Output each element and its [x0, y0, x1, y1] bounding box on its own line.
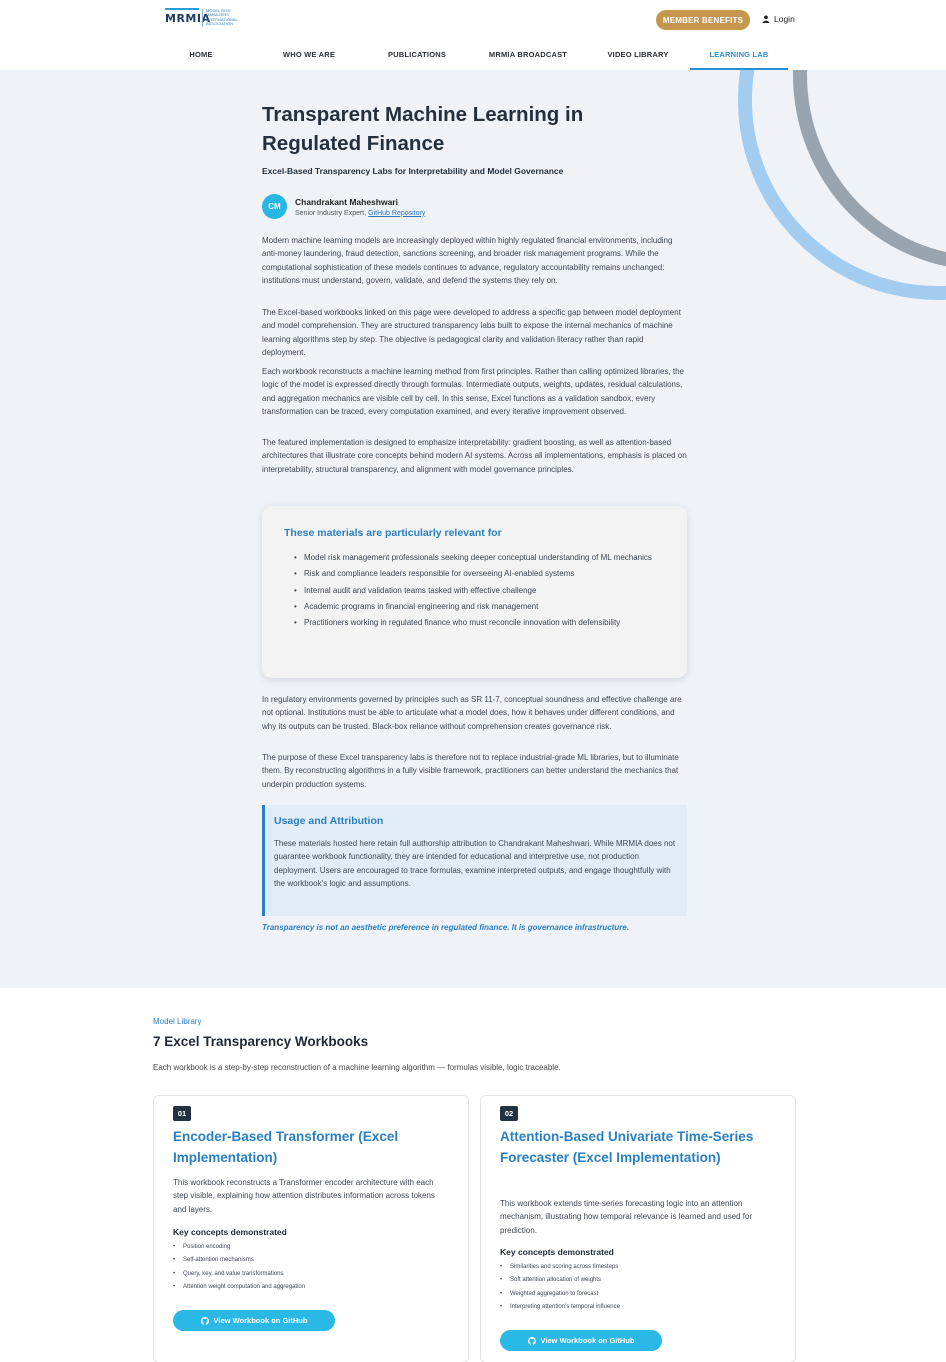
list-item: • Risk and compliance leaders responsible for overseeing AI-enabled systems — [294, 567, 665, 580]
page-subtitle: Excel-Based Transparency Labs for Interpretability and Model Governance — [262, 166, 564, 176]
logo-text: MODEL RISK MANAGERS' INTERNATIONAL ASSOCIATION — [202, 9, 238, 27]
concepts-list — [500, 1261, 620, 1314]
list-item: • Model risk management professionals seeking deeper conceptual understanding of ML mechanics — [294, 551, 665, 564]
section-title: 7 Excel Transparency Workbooks — [153, 1034, 369, 1049]
workbook-card — [153, 1095, 469, 1362]
github-icon — [201, 1317, 209, 1325]
card-concepts-heading: Key concepts demonstrated — [500, 1247, 614, 1257]
nav-publications[interactable]: PUBLICATIONS — [387, 50, 447, 59]
nav-mrmia-broadcast[interactable]: MRMIA BROADCAST — [488, 50, 568, 59]
author-info — [295, 197, 425, 217]
author-name: Chandrakant Maheshwari — [295, 196, 398, 207]
card-number-badge: 01 — [173, 1106, 191, 1121]
usage-text: These materials hosted here retain full authorship attribution to Chandrakant Maheshwari. While MRMIA does not guarantee workbook functionality, they are intended for educational and interpretive use, not production deployment. Users are encouraged to trace formulas, examine interpreted outputs, and engage thoughtfully with the workbook’s logic and assumptions. — [274, 839, 676, 888]
list-item: • Attention weight computation and aggregation — [173, 1281, 305, 1294]
user-icon — [762, 15, 770, 23]
list-item: • Practitioners working in regulated finance who must reconcile innovation with defensibility — [294, 616, 665, 629]
view-workbook-button[interactable] — [173, 1310, 335, 1331]
view-workbook-button[interactable] — [500, 1330, 662, 1351]
article-section — [0, 70, 946, 988]
login-link[interactable] — [762, 14, 795, 24]
list-item: • Query, key, and value transformations — [173, 1268, 305, 1281]
closing-quote: Transparency is not an aesthetic preference in regulated finance. It is governance infrastructure. — [262, 923, 630, 932]
nav-learning-lab[interactable]: LEARNING LAB — [690, 43, 788, 70]
relevance-list — [294, 551, 665, 629]
article-paragraph: Each workbook reconstructs a machine learning method from first principles. Rather than calling optimized libraries, the logic of the model is expressed directly through formulas. Intermediate outputs, weights, updates, residual calculations, and aggregation mechanics are visible cell by cell. In this sense, Excel functions as a validation sandbox, every transformation can be traced, every computation examined, and every iterative improvement observed. — [262, 367, 684, 416]
article-paragraph: In regulatory environments governed by principles such as SR 11-7, conceptual soundness and effective challenge are not optional. Institutions must be able to articulate what a model does, how it behaves under different conditions, and why its outputs can be trusted. Black-box reliance without comprehension creates governance risk. — [262, 695, 682, 731]
relevance-callout — [262, 506, 687, 678]
list-item: • Academic programs in financial engineering and risk management — [294, 600, 665, 613]
list-item: • Self-attention mechanisms — [173, 1254, 305, 1267]
list-item: • Weighted aggregation to forecast — [500, 1288, 620, 1301]
workbook-card — [480, 1095, 796, 1362]
author-title: Senior Industry Expert, — [295, 209, 367, 217]
card-title[interactable]: Encoder-Based Transformer (Excel Implementation) — [173, 1129, 399, 1165]
list-item: • Internal audit and validation teams tasked with effective challenge — [294, 584, 665, 597]
card-title[interactable]: Attention-Based Univariate Time-Series Forecaster (Excel Implementation) — [500, 1129, 754, 1165]
article-paragraph: Modern machine learning models are increasingly deployed within highly regulated financial environments, including anti-money laundering, fraud detection, sanctions screening, and broader risk management programs. While the computational sophistication of these models continues to advance, regulatory accountability remains unchanged: institutions must understand, govern, validate, and defend the systems they rely on. — [262, 236, 673, 285]
button-label: View Workbook on GitHub — [213, 1316, 308, 1325]
mrmia-logo[interactable] — [165, 8, 238, 27]
github-icon — [528, 1337, 536, 1345]
list-item: • Interpreting attention’s temporal influence — [500, 1301, 620, 1314]
main-nav — [148, 43, 798, 70]
list-item: • Position encoding — [173, 1241, 305, 1254]
concepts-list — [173, 1241, 305, 1294]
card-description: This workbook reconstructs a Transformer encoder architecture with each step visible, explaining how attention distributes information across tokens and layers. — [173, 1178, 435, 1214]
nav-who-we-are[interactable]: WHO WE ARE — [282, 50, 336, 59]
article-paragraph: The Excel-based workbooks linked on this page were developed to address a specific gap between model deployment and model comprehension. They are structured transparency labs built to expose the internal mechanics of machine learning algorithms step by step. The objective is pedagogical clarity and validation literacy rather than rapid deployment. — [262, 308, 681, 357]
logo-mark: MRMIA — [165, 8, 199, 27]
usage-title: Usage and Attribution — [274, 815, 384, 827]
card-description: This workbook extends time-series forecasting logic into an attention mechanism, illustrating how temporal relevance is learned and used for prediction. — [500, 1199, 753, 1235]
section-eyebrow: Model Library — [153, 1017, 202, 1026]
usage-attribution-box — [262, 805, 687, 916]
avatar: CM — [262, 194, 287, 219]
list-item: • Soft attention allocation of weights — [500, 1274, 620, 1287]
nav-video-library[interactable]: VIDEO LIBRARY — [607, 50, 669, 59]
login-label: Login — [774, 14, 795, 24]
nav-home[interactable]: HOME — [189, 50, 213, 59]
list-item: • Similarities and scoring across timesteps — [500, 1261, 620, 1274]
author-block — [262, 194, 425, 219]
article-paragraph: The purpose of these Excel transparency labs is therefore not to replace industrial-grade ML libraries, but to illuminate them. By reconstructing algorithms in a fully visible framework, practitioners can better understand the mechanics that underpin production systems. — [262, 753, 679, 789]
site-header — [0, 0, 946, 70]
callout-title: These materials are particularly relevant for — [284, 527, 502, 539]
card-number-badge: 02 — [500, 1106, 518, 1121]
section-description: Each workbook is a step-by-step reconstruction of a machine learning algorithm — formulas visible, logic traceable. — [153, 1063, 561, 1072]
article-paragraph: The featured implementation is designed to emphasize interpretability: gradient boosting, as well as attention-based architectures that illustrate core concepts behind modern AI systems. Across all implementations, emphasis is placed on interpretability, structural transparency, and alignment with model governance principles. — [262, 438, 687, 474]
page-title: Transparent Machine Learning in Regulated Finance — [262, 103, 584, 155]
github-repository-link[interactable]: GitHub Repository — [368, 209, 426, 217]
button-label: View Workbook on GitHub — [540, 1336, 635, 1345]
card-concepts-heading: Key concepts demonstrated — [173, 1227, 287, 1237]
member-benefits-button[interactable]: MEMBER BENEFITS — [656, 10, 750, 30]
author-role — [295, 210, 425, 217]
